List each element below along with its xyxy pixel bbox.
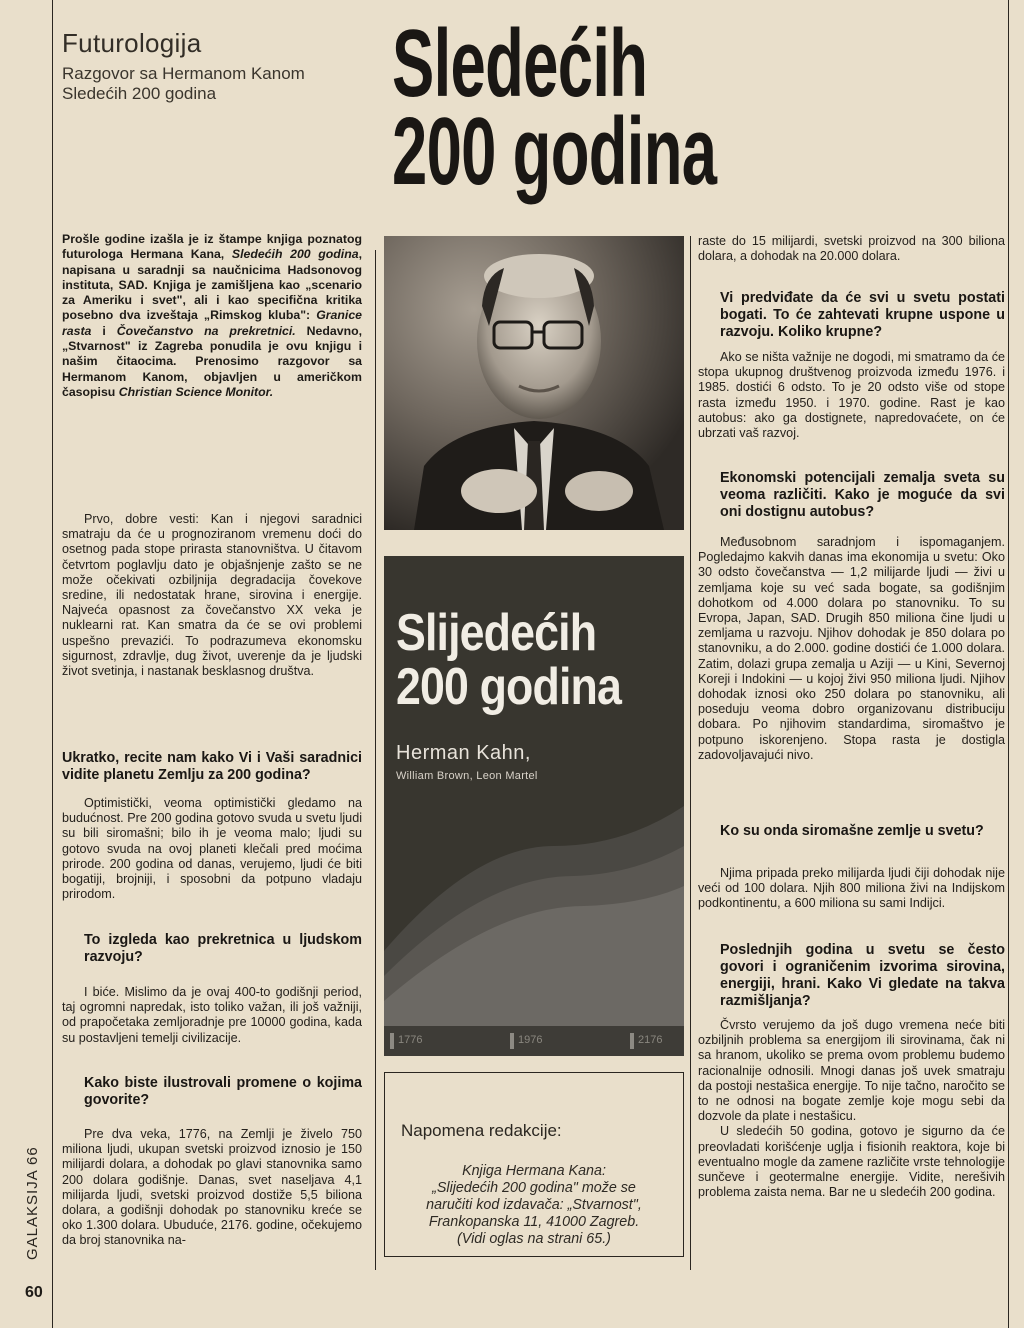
editorial-note-box xyxy=(384,1072,684,1257)
title-line-2: 200 godina xyxy=(392,98,717,205)
right-paragraph-2: Međusobnom saradnjom i ispomaganjem. Pogledajmo kakvih danas ima ekonomija u svetu: Oko 30 odsto čovečanstva — 1,2 milijarde ljudi — živi u zemljama koje su već sada bogate, sa godišnjim dohotkom od 4.000 dolara po stanovniku. To su Evropa, Japan, SAD. Drugih 850 miliona čine ljudi u zemljama u razvoju. Njihov dohodak je 850 dolara po stanovniku, a do 2.000. godine dostići će 1.000 dolara. Zatim, dolazi grupa zemalja u Aziji — u Kini, Severnoj Koreji i Indokini — u kojoj živi 950 miliona ljudi. Njihov dohodak iznosi oko 250 dolara po stanovniku, ali poseduju veoma dobro organizovanu distribuciju dobara. Po njihovim standardima, siromaštvo je potpuno iskorenjeno. Stopa rasta je dostigla zadovoljavajući nivo. xyxy=(698,535,1005,762)
left-column xyxy=(62,512,362,679)
editorial-note-heading: Napomena redakcije: xyxy=(401,1121,562,1140)
column-rule-right xyxy=(690,236,691,1270)
right-question-2: Ekonomski potencijali zemalja sveta su veoma različiti. Kako je moguće da svi oni dostignu autobus? xyxy=(720,470,1005,520)
left-question-3: Kako biste ilustrovali promene o kojima govorite? xyxy=(84,1075,362,1108)
cover-timeline xyxy=(384,1030,684,1052)
column-rule-left xyxy=(375,250,376,1270)
cover-title xyxy=(396,606,645,714)
note-line-2: „Slijedećih 200 godina" može se xyxy=(432,1180,636,1196)
lead-text-e: i xyxy=(91,323,117,338)
section-label: Futurologija xyxy=(62,28,202,58)
right-answer-3 xyxy=(698,866,1005,912)
magazine-name: GALAKSIJA 66 xyxy=(24,1146,41,1260)
right-answer-0 xyxy=(698,234,1005,264)
right-paragraph-4: Čvrsto verujemo da još dugo vremena neće biti ozbiljnih problema sa energijom ili sirovinama, čak ni sa hranom, ukoliko se prema ovom problemu budemo racionalnije odnosili. Mnogi danas još uvek smatraju da postoji nestašica energije. To nije tačno, naročito se to ne odnosi na bogate zemlje koje mogu sebi da dozvole da plate i nestašicu. xyxy=(698,1018,1005,1124)
cover-coauthors: William Brown, Leon Martel xyxy=(396,770,538,782)
right-paragraph-1: Ako se ništa važnije ne dogodi, mi smatramo da će stopa ukupnog društvenog proizvoda između 1976. i 1985. dostići 6 odsto. To je 20 odsto više od stope rasta između 1950. i 1970. godine. Rast je kao autobus: ako ga dostignete, napredovaćete, on će ubrzati vaš razvoj. xyxy=(698,350,1005,441)
subtitle-line-2: Sledećih 200 godina xyxy=(62,84,217,103)
note-line-3: naručiti kod izdavača: „Stvarnost", xyxy=(426,1197,642,1213)
cover-year-3: 2176 xyxy=(638,1034,663,1046)
lead-report-2: Čovečanstvo na prekretnici. xyxy=(116,323,296,338)
cover-author: Herman Kahn, xyxy=(396,742,531,764)
right-answer-4 xyxy=(698,1018,1005,1200)
portrait-illustration xyxy=(384,236,684,530)
left-question-2: To izgleda kao prekretnica u ljudskom razvoju? xyxy=(84,932,362,965)
page-number: 60 xyxy=(25,1284,43,1301)
left-paragraph-2: Optimistički, veoma optimistički gledamo na budućnost. Pre 200 godina gotovo svuda u svetu ljudi su bili siromašni; bilo ih je veoma malo; ljudi su gotovo svuda na ovoj planeti klečali pred moćima prirode. 200 godina od danas, verujemo, ljudi će biti bogatiji, brojniji, i sposobni da potpuno vladaju prirodom. xyxy=(62,796,362,902)
right-answer-2 xyxy=(698,535,1005,763)
right-margin-rule xyxy=(1008,0,1009,1328)
article-subtitle xyxy=(62,64,382,104)
lead-magazine: Christian Science Monitor. xyxy=(118,384,274,399)
right-question-3: Ko su onda siromašne zemlje u svetu? xyxy=(720,823,984,839)
cover-year-1: 1776 xyxy=(398,1034,423,1046)
article-title xyxy=(392,10,717,205)
right-question-1: Vi predviđate da će svi u svetu postati bogati. To će zahtevati krupne uspone u razvoju. Koliko krupne? xyxy=(720,290,1005,340)
left-margin-rule xyxy=(52,0,53,1328)
subtitle-line-1: Razgovor sa Hermanom Kanom xyxy=(62,64,305,83)
cover-year-2: 1976 xyxy=(518,1034,543,1046)
right-question-4: Poslednjih godina u svetu se često govori i ograničenim izvorima sirovina, energiji, hrani. Kako Vi gledate na takva razmišljanja? xyxy=(720,942,1005,1009)
cover-title-line-1: Slijedećih xyxy=(396,604,597,662)
lead-text-a: Prošle godine izašla je iz štampe knjiga poznatog futurologa Hermana Kana, xyxy=(62,232,362,262)
note-line-5: (Vidi oglas na strani 65.) xyxy=(457,1231,611,1247)
lead-book-title: Sledećih 200 godina xyxy=(231,247,359,262)
right-paragraph-3: Njima pripada preko milijarda ljudi čiji dohodak nije veći od 100 dolara. Njih 800 miliona živi na Indijskom podkontinentu, a 600 miliona su sami Indijci. xyxy=(698,866,1005,911)
left-paragraph-1: Prvo, dobre vesti: Kan i njegovi saradnici smatraju da će u prognoziranom vremenu doći do osetnog pada stope prirasta stanovništva. U čitavom četvrtom poglavlju dato je objašnjenje zašto se ne može očekivati ozbiljnija degradacija čovekove sredine, ili nedostatak hrane, sirovina i energije. Najveća opasnost za čovečanstvo XX veka je nuklearni rat. Kan smatra da će se ovi problemi uspešno prevazići. To podrazumeva ekonomsku sigurnost, zdravlje, dug život, uverenje da je ljudski život svetinja, i nastanak besklasnog društva. xyxy=(62,512,362,679)
right-paragraph-0: raste do 15 milijardi, svetski proizvod na 300 biliona dolara, a dohodak na 20.000 dolara. xyxy=(698,234,1005,264)
right-answer-1 xyxy=(698,350,1005,441)
magazine-name-vertical xyxy=(24,1120,46,1260)
note-line-1: Knjiga Hermana Kana: xyxy=(462,1163,606,1179)
cover-title-line-2: 200 godina xyxy=(396,658,622,716)
herman-kahn-photo xyxy=(384,236,684,530)
book-cover xyxy=(384,556,684,1056)
right-paragraph-5: U sledećih 50 godina, gotovo je sigurno da će preovladati korišćenje uglja i fisionih reaktora, koje bi eventualno mogle da zamene različite vrste tehnologije sunčeve i geotermalne energije. Vidite, nerešivih problema zaista nema. Bar ne u sledećih 200 godina. xyxy=(698,1124,1005,1200)
note-line-4: Frankopanska 11, 41000 Zagreb. xyxy=(428,1214,640,1230)
left-answer-1 xyxy=(62,796,362,902)
left-paragraph-3: I biće. Mislimo da je ovaj 400-to godišnji period, taj ogromni napredak, isto toliko važan, ili još važniji, od prapočetaka zemljoradnje pre 10000 godina, kada su postavljeni temelji civilizacije. xyxy=(62,985,362,1045)
left-answer-2 xyxy=(62,985,362,1046)
article-lead xyxy=(62,232,362,400)
editorial-note-body xyxy=(399,1163,669,1248)
title-line-1: Sledećih xyxy=(392,10,648,117)
left-answer-3 xyxy=(62,1127,362,1249)
lead-text-c: , napisana u saradnji sa naučnicima Hadsonovog instituta, SAD. Knjiga je zamišljena kao „scenario za Ameriku i svet", ali i kao specifična kritika posebno dva izveštaja „Rimskog kluba": xyxy=(62,247,362,323)
lead-text-g: Nedavno, „Stvarnost" iz Zagreba ponudila je ovu knjigu i našim čitaocima. Prenosimo razgovor sa Hermanom Kanom, objavljen u američkom časopisu xyxy=(62,323,363,399)
lead-report-1: Granice rasta xyxy=(62,308,362,338)
left-question-1: Ukratko, recite nam kako Vi i Vaši saradnici vidite planetu Zemlju za 200 godina? xyxy=(62,750,362,783)
left-paragraph-4: Pre dva veka, 1776, na Zemlji je živelo 750 miliona ljudi, ukupan svetski proizvod iznosio je 150 milijardi dolara, a dohodak po glavi stanovnika samo 200 dolara godišnje. Danas, svet naseljava 4,1 milijarda ljudi, svetski proizvod dostiže 5,5 biliona dolara, a godišnji dohodak po stanovniku kreće se oko 1.300 dolara. Ubuduće, 2176. godine, očekujemo da broj stanovnika na- xyxy=(62,1127,362,1248)
